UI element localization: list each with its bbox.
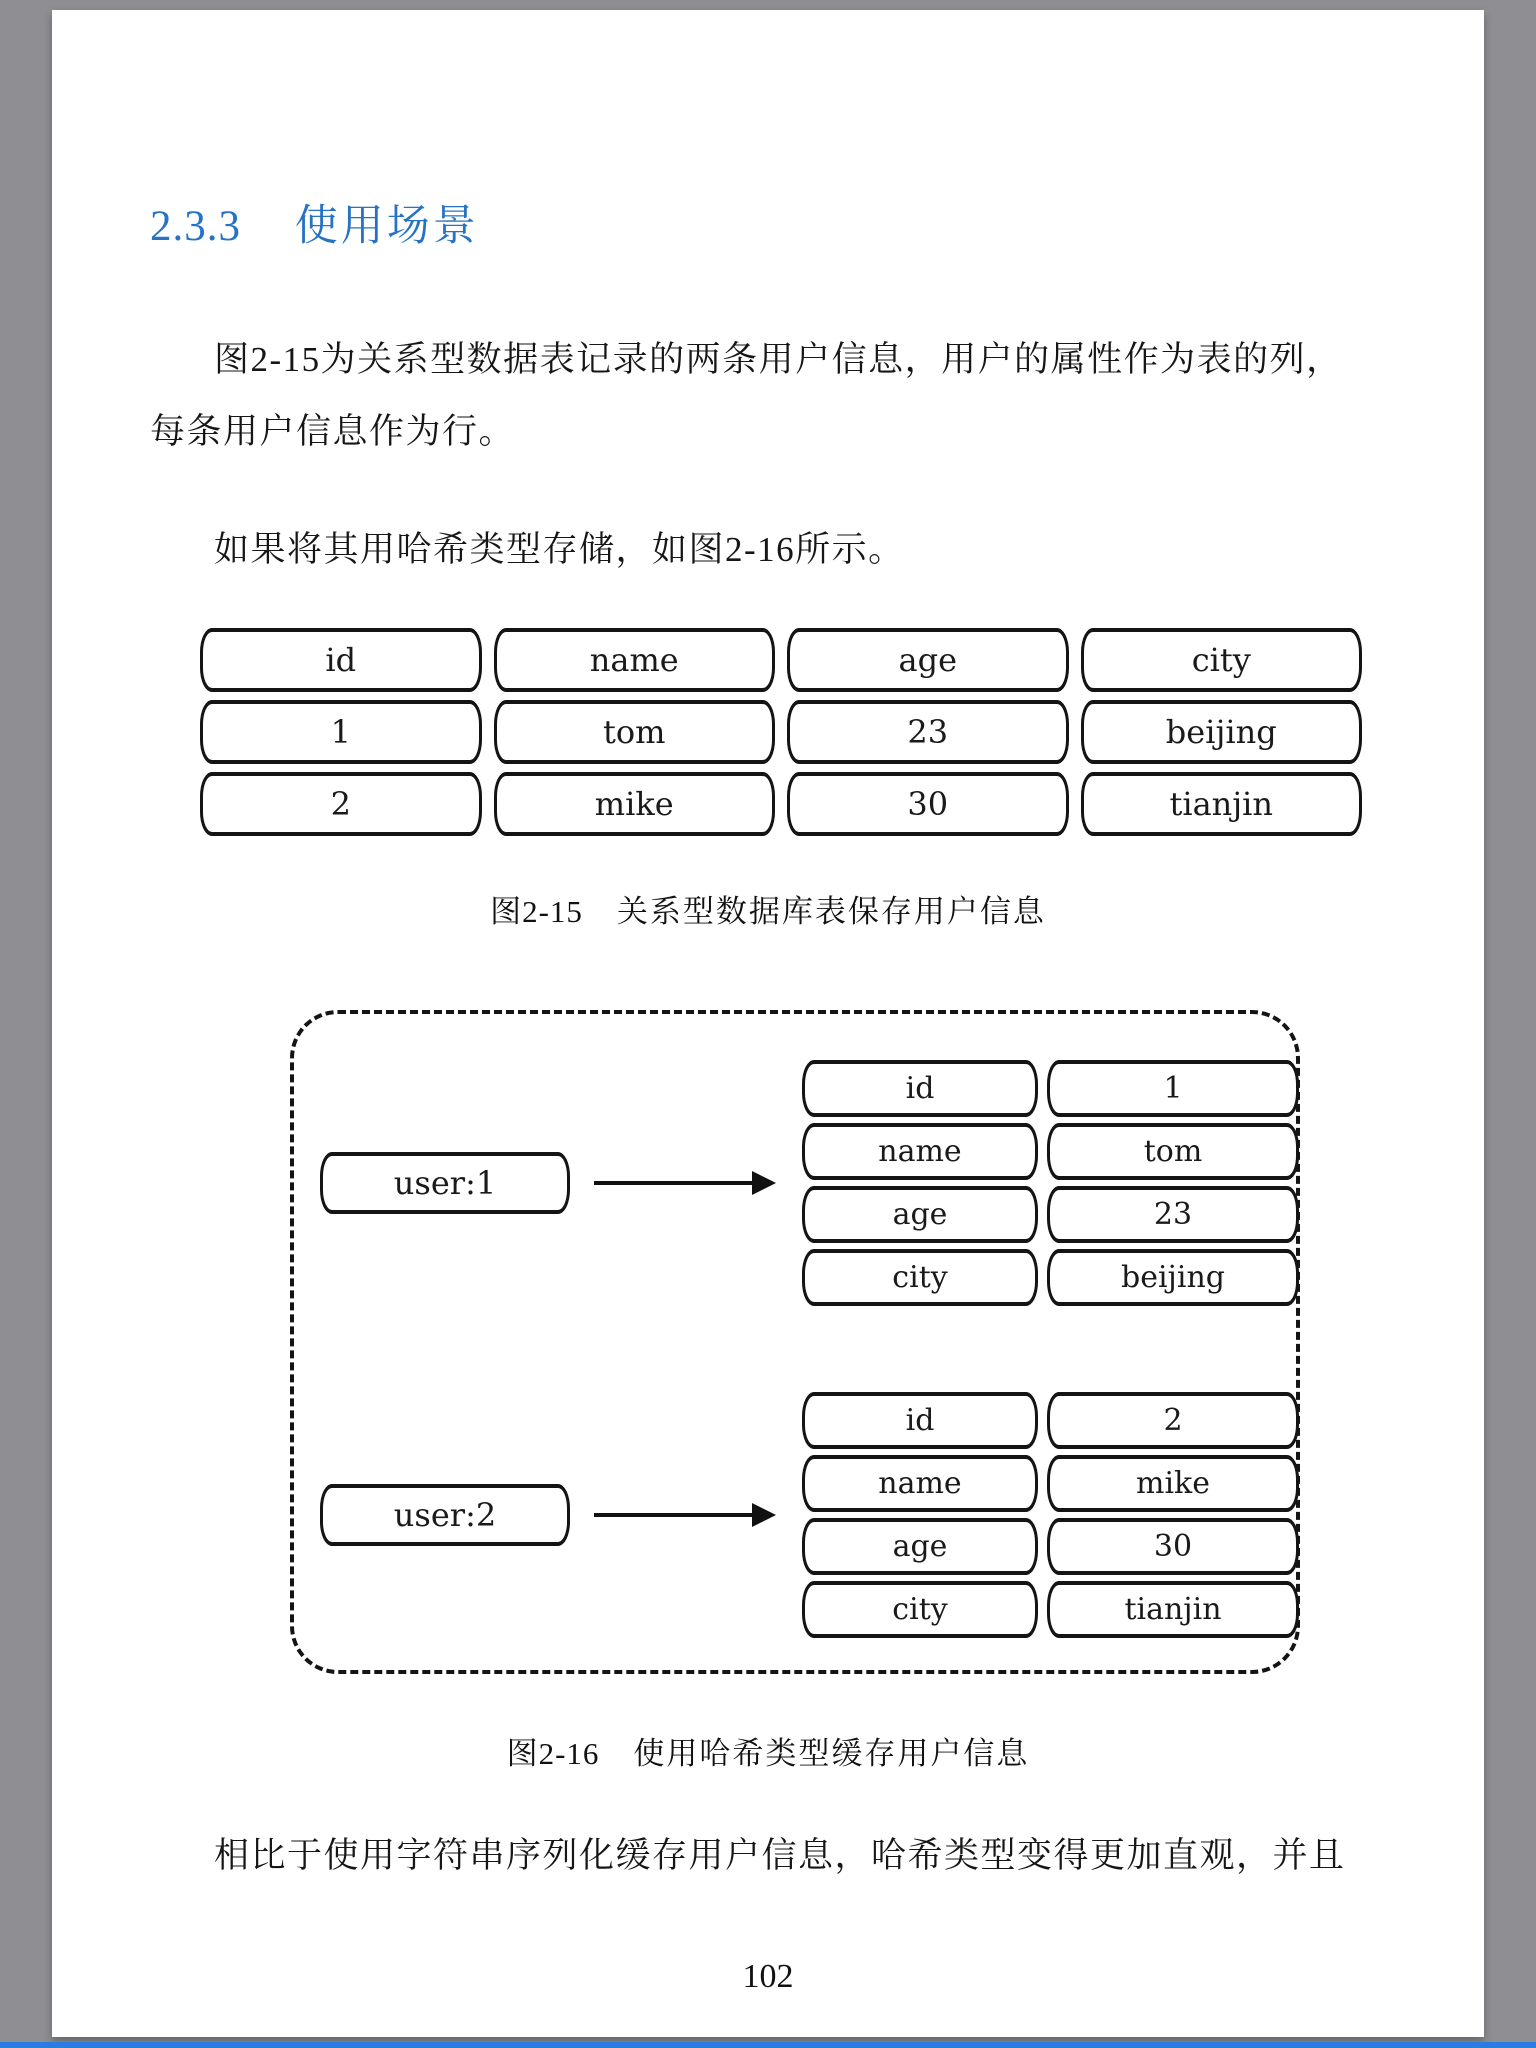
table-header-cell: age bbox=[787, 628, 1069, 692]
hash-entry-user1 bbox=[320, 1060, 1299, 1306]
table-cell: 1 bbox=[200, 700, 482, 764]
figure-2-15-table bbox=[200, 628, 1362, 836]
value-cell: beijing bbox=[1047, 1249, 1299, 1306]
value-cell: 30 bbox=[1047, 1518, 1299, 1575]
field-cell: city bbox=[802, 1581, 1038, 1638]
field-cell: age bbox=[802, 1186, 1038, 1243]
arrow-right-icon bbox=[594, 1181, 772, 1185]
table-cell: mike bbox=[494, 772, 776, 836]
field-value-table-user1 bbox=[802, 1060, 1299, 1306]
table-cell: 30 bbox=[787, 772, 1069, 836]
figure-2-15-caption-text: 关系型数据库表保存用户信息 bbox=[616, 894, 1046, 929]
paragraph-1-line-2: 每条用户信息作为行。 bbox=[150, 412, 516, 451]
section-title: 使用场景 bbox=[294, 203, 479, 250]
hash-entry-user2 bbox=[320, 1392, 1299, 1638]
table-header-cell: city bbox=[1081, 628, 1363, 692]
paragraph-3: 相比于使用字符串序列化缓存用户信息，哈希类型变得更加直观，并且 bbox=[214, 1836, 1346, 1875]
figure-2-16-diagram bbox=[290, 1010, 1300, 1674]
field-cell: name bbox=[802, 1455, 1038, 1512]
paragraph-1-line-1: 图2-15为关系型数据表记录的两条用户信息，用户的属性作为表的列， bbox=[214, 340, 1343, 379]
figure-2-16-caption-text: 使用哈希类型缓存用户信息 bbox=[633, 1736, 1030, 1771]
key-label: user:1 bbox=[393, 1164, 497, 1202]
field-cell: id bbox=[802, 1392, 1038, 1449]
section-number: 2.3.3 bbox=[150, 203, 241, 250]
table-cell: 2 bbox=[200, 772, 482, 836]
value-cell: tom bbox=[1047, 1123, 1299, 1180]
paragraph-2: 如果将其用哈希类型存储，如图2-16所示。 bbox=[214, 530, 905, 569]
value-cell: mike bbox=[1047, 1455, 1299, 1512]
figure-2-15-caption bbox=[52, 886, 1484, 931]
table-cell: tianjin bbox=[1081, 772, 1363, 836]
value-cell: 1 bbox=[1047, 1060, 1299, 1117]
field-cell: age bbox=[802, 1518, 1038, 1575]
key-box-user1 bbox=[320, 1152, 570, 1214]
figure-2-16-caption bbox=[52, 1728, 1484, 1773]
value-cell: tianjin bbox=[1047, 1581, 1299, 1638]
value-cell: 2 bbox=[1047, 1392, 1299, 1449]
field-value-table-user2 bbox=[802, 1392, 1299, 1638]
page-number: 102 bbox=[742, 1958, 794, 1995]
field-cell: city bbox=[802, 1249, 1038, 1306]
arrow-right-icon bbox=[594, 1513, 772, 1517]
key-box-user2 bbox=[320, 1484, 570, 1546]
table-cell: tom bbox=[494, 700, 776, 764]
field-cell: name bbox=[802, 1123, 1038, 1180]
section-heading bbox=[150, 192, 479, 253]
table-cell: 23 bbox=[787, 700, 1069, 764]
table-header-cell: id bbox=[200, 628, 482, 692]
figure-2-16-caption-label: 图2-16 bbox=[506, 1736, 600, 1771]
field-cell: id bbox=[802, 1060, 1038, 1117]
table-header-cell: name bbox=[494, 628, 776, 692]
table-cell: beijing bbox=[1081, 700, 1363, 764]
book-page bbox=[52, 10, 1484, 2037]
progress-bar bbox=[0, 2042, 1536, 2048]
key-label: user:2 bbox=[393, 1496, 497, 1534]
figure-2-15-caption-label: 图2-15 bbox=[490, 894, 583, 929]
value-cell: 23 bbox=[1047, 1186, 1299, 1243]
